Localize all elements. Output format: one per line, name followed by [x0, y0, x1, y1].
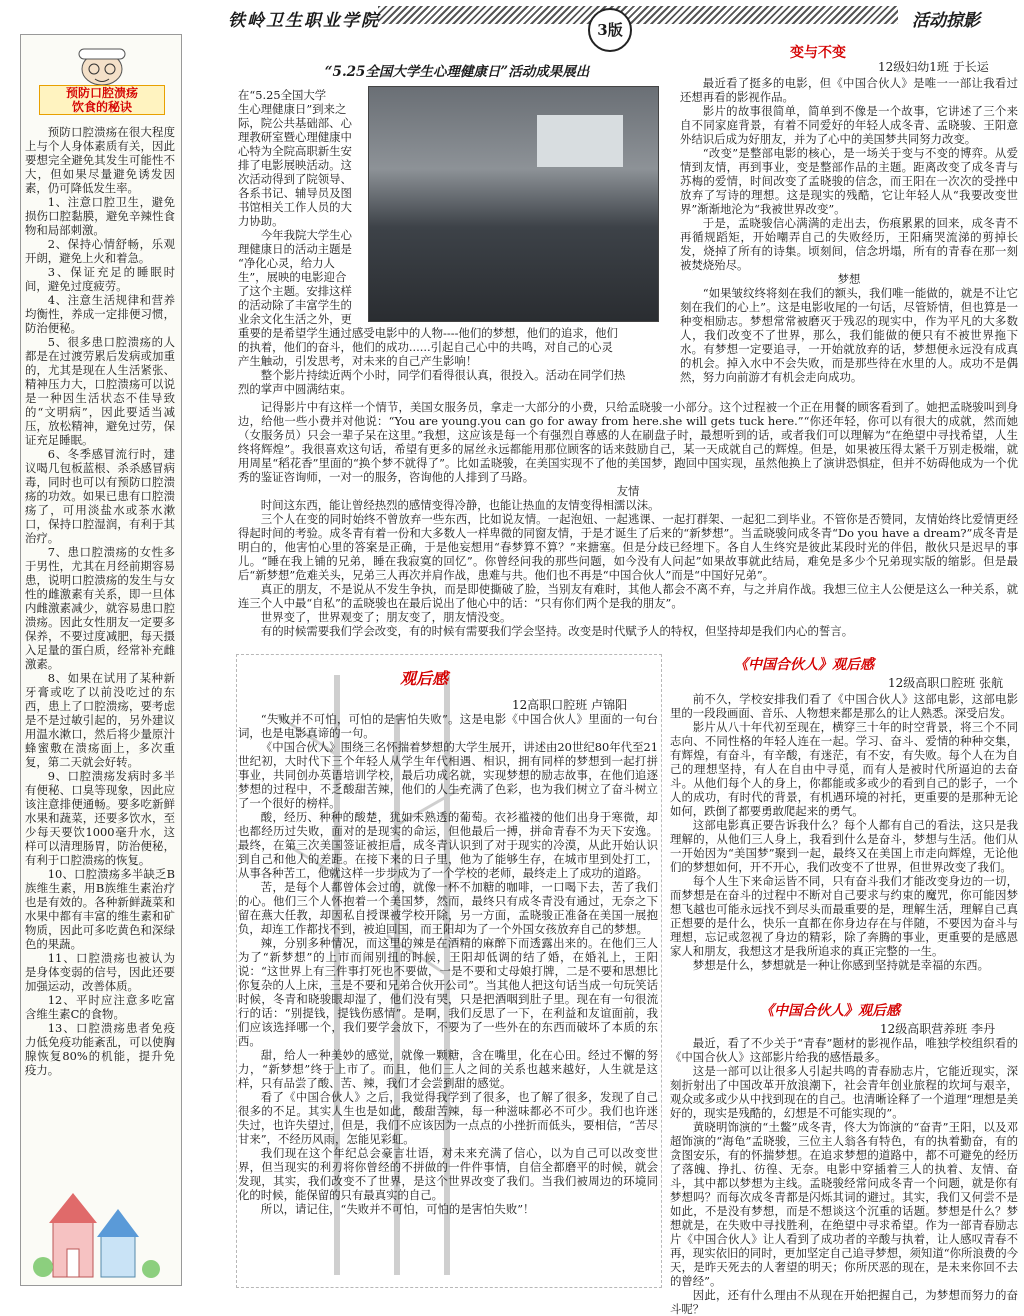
projection-screen	[537, 115, 624, 166]
sidebar-title-line2: 饮食的秘诀	[71, 100, 132, 114]
article-paragraph: 有的时候需要我们学会改变，有的时候有需要我们学会坚持。改变是时代赋予人的特权，但坚持却是我们内心的誓言。	[260, 624, 854, 638]
subheading-dream: 梦想	[837, 272, 861, 286]
report-line: 的执着，他们的奋斗，他们的成功......引起自己心中的共鸣，对自己的心灵	[238, 340, 613, 354]
article-paragraph: 我们现在这个年纪总会豪言壮语，对未来充满了信心，以为自己可以改变世界，但当现实的利刃将你曾经的不拼做的一件件事情，自信全都磨平的时候，就会发现，其实，我们改变不了世界，是这个世界改变了我们。当我们被周边的环境同化的时候，能保留的只有最真实的自己。	[238, 1146, 658, 1202]
report-full-text	[238, 326, 658, 396]
review-1-body	[238, 712, 658, 1216]
report-line: 重要的是希望学生通过感受电影中的人物----他们的梦想，他们的追求，他们	[238, 326, 618, 340]
report-line: 的活动除了丰富学生的	[238, 298, 352, 312]
review-3-title: 《中国合伙人》观后感	[760, 1003, 900, 1019]
review-1-title: 观后感	[400, 669, 449, 688]
report-line: 各系书记、辅导员及图	[238, 186, 352, 200]
report-line: 了这个主题。安排这样	[238, 284, 352, 298]
report-line: 在“5.25全国大学	[238, 88, 327, 102]
review-2-title: 《中国合伙人》观后感	[734, 657, 874, 673]
report-line: “净化心灵，给力人	[238, 256, 335, 270]
sidebar-paragraph: 预防口腔溃疡在很大程度上与个人身体素质有关，因此要想完全避免其发生可能性不大，但如果尽量避免诱发因素，仍可降低发生率。	[25, 125, 175, 195]
report-line: 理健康日的活动主题是	[238, 242, 352, 256]
report-line: 书馆相关工作人员的大	[238, 200, 352, 214]
report-line: 业余文化生活之外，更	[238, 312, 352, 326]
review-3-byline: 12级高职营养班 李丹	[880, 1022, 996, 1036]
report-wrap-text	[238, 88, 368, 326]
article-paragraph: 《中国合伙人》围绕三名怀揣着梦想的大学生展开，讲述由20世纪80年代至21世纪初，大时代下三个年轻人从学生年代相遇、相识，拥有同样的梦想到一起打拼事业，共同创办英语培训学校，最后功成名就，实现梦想的励志故事，在他们追逐梦想的过程中，不乏酸甜苦辣，他们的人生充满了色彩，也为我们树立了奋斗树立了一个很好的榜样。	[238, 740, 658, 810]
article-change-title: 变与不变	[790, 45, 846, 61]
report-line: 烈的掌声中圆满结束。	[238, 382, 352, 396]
article-paragraph: “改变”是整部电影的核心，是一场关于变与不变的博弈。从爱情到友情，再到事业，变是整部作品的主题。距离改变了成冬青与苏梅的爱情，时间改变了孟晓骏的信念，而王阳在一次次的受挫中放弃了写诗的理想。这是现实的残酷，它让年轻人从“我要改变世界”渐渐地沦为“我被世界改变”。	[680, 146, 1018, 216]
article-paragraph: 最近看了挺多的电影，但《中国合伙人》是唯一一部让我看过还想再看的影视作品。	[680, 76, 1018, 104]
review-2-body	[670, 692, 1018, 972]
report-line: 生心理健康日”到来之	[238, 102, 347, 116]
sidebar-paragraph: 9、口腔溃疡发病时多半有便秘、口臭等现象，因此应该注意排便通畅。要多吃新鲜水果和蔬菜，还要多饮水，至少每天要饮1000毫升水，这样可以清理肠胃，防治便秘，有利于口腔溃疡的恢复。	[25, 769, 175, 867]
article-paragraph: 每个人生下来命运皆不同，只有奋斗我们才能改变身边的一切，而梦想是在奋斗的过程中不断对自己要求与约束的魔咒，你可能因梦想飞越也可能永远找不到尽头而最重要的是，理解生活，理解自己真正想要的是什么，快乐一直都在你身边存在与伴随，不要因为奋斗与理想，忘记或忽视了身边的精彩，除了奔腾的事业，更重要的是感恩家人和朋友，我想这才是我所追求的真正完整的一生。	[670, 874, 1018, 958]
article-paragraph: 记得影片中有这样一个情节，美国女服务员，拿走一大部分的小费，只给孟晓骏一小部分。这个过程被一个正在用餐的顾客看到了。她把孟晓骏叫到身边，给他一些小费并对他说：“You are young.you can go for away from here.she will gets tuck here.”“你还年轻，你可以有很大的成就，然而她（女服务员）只会一辈子呆在这里。”我想，这应该是每一个有强烈自尊感的人在刷盘子时，最想听到的话，或者我们可以理解为“在绝望中寻找希望，人生终将辉煌”。我很喜欢这句话，希望有更多的屌丝永远都能用那位顾客的话来鼓励自己，某一天成就自己的辉煌。但是，如果被压得太紧千万别走极端，就用周星“稻花香”里面的“换个梦不就得了”。比如孟晓骏，在美国实现不了他的美国梦，跑回中国实现，虽然他换上了演讲恐惧症，但并不妨碍他成为一个优秀的鉴证咨询师，一对一的服务，咨询他的人排到了马路。	[238, 400, 1018, 484]
section-name: 活动掠影	[912, 11, 980, 31]
sidebar-health-tips	[20, 34, 182, 1286]
article-paragraph: 因此，还有什么理由不从现在开始把握自己，为梦想而努力的奋斗呢？	[670, 1288, 1018, 1316]
sidebar-paragraph: 2、保持心情舒畅，乐观开朗，避免上火和着急。	[25, 237, 175, 265]
article-paragraph: 这是一部可以让很多人引起共鸣的青春励志片，它能近现实，深刻折射出了中国改革开放浪潮下，社会青年创业旅程的坎坷与艰辛，观众或多或少从中找到现在的自己。也清晰诠释了一个道理“理想是美好的，现实是残酷的，幻想是不可能实现的”。	[670, 1064, 1018, 1120]
doctor-cartoon-icon	[57, 43, 147, 87]
article-paragraph: “如果皱纹终将刻在我们的额头，我们唯一能做的，就是不让它刻在我们的心上”。这是电影收尾的一句话，尽管矫情，但也算是一种变相励志。梦想常常被磨灭于残忍的现实中，作为平凡的大多数人，我们改变不了世界，那么，我们能做的便只有不被世界拖下水。有梦想一定要追寻，一开始就放弃的话，梦想便永远没有成真的机会。掉入水中不会失败，而是那些待在水里的人。成功不是偶然，努力向前游才有机会走向成功。	[680, 286, 1018, 384]
report-line: 理教研室暨心理健康中	[238, 130, 352, 144]
article-paragraph: 甜，给人一种美妙的感觉，就像一颗糖，含在嘴里，化在心田。经过不懈的努力，“新梦想”终于上市了。而且，他们三人之间的关系也越来越好，人生就是这样，只有品尝了酸、苦、辣，我们才会尝到甜的感觉。	[238, 1048, 658, 1090]
castle-cartoon-icon	[23, 1185, 173, 1281]
article-paragraph: 看了《中国合伙人》之后，我觉得我学到了很多，也了解了很多，发现了自己很多的不足。其实人生也是如此，酸甜苦辣，每一种滋味都必不可少。我们也许迷失过，也许失望过，但是，我们不应该因为一点点的小挫折而低头，要相信，“苦尽甘来”，不经历风雨，怎能见彩虹。	[238, 1090, 658, 1146]
sidebar-title	[39, 85, 165, 115]
sidebar-paragraph: 5、很多患口腔溃疡的人都是在过渡劳累后发病或加重的，尤其是现在人生活紧张、精神压力大，口腔溃疡可以说是一种因生活状态不佳导致的“文明病”，因此要适当减压，放松精神，避免过劳，保证充足睡眠。	[25, 335, 175, 447]
sidebar-paragraph: 10、口腔溃疡多半缺乏B族维生素，用B族维生素治疗也是有效的。各种新鲜蔬菜和水果中都有丰富的维生素和矿物质，因此可多吃黄色和深绿色的果蔬。	[25, 867, 175, 951]
article-paragraph: 于是，孟晓骏信心满满的走出去，伤痕累累的回来，成冬青不再循规蹈矩，开始嘲弄自己的失败经历，王阳痛哭流涕的剪掉长发，烧掉了所有的诗集。顷刻间，信念坍塌，所有的青春在那一刻被焚烧殆尽。	[680, 216, 1018, 272]
sidebar-paragraph: 11、口腔溃疡也被认为是身体变弱的信号，因此还要加强运动，改善体质。	[25, 951, 175, 993]
article-paragraph: 前不久，学校安排我们看了《中国合伙人》这部电影，这部电影里的一段段画面、音乐、人物想来都是那么的让人熟悉。深受启发。	[670, 692, 1018, 720]
article-paragraph: 三个人在变的同时始终不曾放弃一些东西，比如说友情。一起泡妞、一起逃课、一起打群架、一起犯二到毕业。不管你是否赞同，友情始终比爱情更经得起时间的考验。成冬青有着一份和大多数人一样卑微的同窗友情，于是才诞生了后来的“新梦想”。当孟晓骏问成冬青“Do you have a dream?”成冬青是明白的，他害怕心里的答案是正确，于是他妄想用“春梦算不算？”来搪塞。但是分歧已经埋下。各自人生终究是彼此某段时光的伴侣，散伙只是迟早的事儿。“睡在我上铺的兄弟，睡在我寂寞的回忆”。你曾经问我的那些问题，如今没有人问起”如果故事就此结局，难免是多少个兄弟现实版的缩影。但是最后“新梦想”危难关头，兄弟三人再次并肩作战，患难与共。他们也不再是“中国合伙人”而是“中国好兄弟”。	[238, 512, 1018, 582]
article-change-byline: 12级妇幼1班 于长运	[878, 60, 989, 74]
decorative-stripe	[378, 6, 898, 24]
article-change-continued	[238, 400, 1018, 638]
report-line: 次活动得到了院领导、	[238, 172, 352, 186]
lecture-hall-photo	[368, 86, 659, 322]
subheading-friendship: 友情	[616, 484, 640, 498]
sidebar-paragraph: 1、注意口腔卫生，避免损伤口腔黏膜，避免辛辣性食物和局部刺激。	[25, 195, 175, 237]
sidebar-paragraph: 4、注意生活规律和营养均衡性，养成一定排便习惯，防治便秘。	[25, 293, 175, 335]
school-name: 铁岭卫生职业学院	[228, 11, 380, 31]
report-line: 产生触动，引发思考，对未来的自己产生影响！	[238, 354, 478, 368]
article-paragraph: 最近，看了不少关于“青春”题材的影视作品，唯独学校组织看的《中国合伙人》这部影片给我的感悟最多。	[670, 1036, 1018, 1064]
review-3-body	[670, 1036, 1018, 1316]
article-change-body	[680, 76, 1018, 384]
sidebar-title-line1: 预防口腔溃疡	[65, 86, 138, 100]
sidebar-paragraph: 3、保证充足的睡眠时间，避免过度疲劳。	[25, 265, 175, 293]
report-line: 整个影片持续近两个小时，同学们看得很认真，很投入。活动在同学们热	[238, 368, 626, 382]
article-paragraph: 真正的朋友，不是说从不发生争执，而是即使撕破了脸，当别友有难时，其他人都会不离不弃，与之并肩作战。我想三位主人公便是这么一种关系，就连三个人中最“自私”的孟晓骏也在最后说出了他心中的话：“只有你们两个是我的朋友”。	[238, 582, 1018, 610]
article-paragraph: “失败并不可怕，可怕的是害怕失败”。这是电影《中国合伙人》里面的一句台词，也是电影真谛的一句。	[238, 712, 658, 740]
article-paragraph: 世界变了，世界观变了；朋友变了，朋友情没变。	[260, 610, 512, 624]
review-1-byline: 12高职口腔班 卢锦阳	[512, 698, 628, 712]
article-paragraph: 所以，请记住，“失败并不可怕，可怕的是害怕失败”！	[260, 1202, 535, 1216]
report-headline: “5.25全国大学生心理健康日”活动成果展出	[324, 64, 590, 80]
sidebar-paragraph: 6、冬季感冒流行时，建议喝几包板蓝根、杀杀感冒病毒，同时也可以有预防口腔溃疡的功效。如果已患有口腔溃疡了，可用淡盐水或茶水漱口，保持口腔湿润，有利于其治疗。	[25, 447, 175, 545]
article-paragraph: 黄晓明饰演的“土鳖”成冬青，佟大为饰演的“奋青”王阳，以及邓超饰演的“海龟”孟晓骏，三位主人翁各有特色，有的执着勤奋，有的贪图安乐，有的怀揣梦想。在追求梦想的道路中，都不可避免的经历了落魄、挣扎、彷徨、无奈。电影中穿插着三人的执着、友情、奋斗，其中都以梦想为主线。孟晓骏经常问成冬青一个问题，就是你有梦想吗？而每次成冬青都是闪烁其词的避过。其实，我们又何尝不是如此，不是没有梦想，而是不想谈这个沉重的话题。梦想是什么？梦想就是，在失败中寻找胜利，在绝望中寻求希望。作为一部青春励志片《中国合伙人》让人看到了成功者的辛酸与执着，让人感叹青春不再，现实依旧的同时，更加坚定自己追寻梦想，须知道“你所浪费的今天，是昨天死去的人奢望的明天；你所厌恶的现在，是未来你回不去的曾经”。	[670, 1120, 1018, 1288]
sidebar-paragraph: 8、如果在试用了某种新牙膏或吃了以前没吃过的东西，患上了口腔溃疡，要考虑是不是过敏引起的，另外建议用温水漱口，然后将少量原汁蜂蜜敷在溃疡面上，多次重复，第二天就会好转。	[25, 671, 175, 769]
article-paragraph: 酸，经历、种种的酸楚，犹如未熟透的葡萄。衣衫褴褛的他们出身于寒微，却也都经历过失败，面对的是现实的命运，但他最后一搏，拼命青春不为天下安逸。最终，在第三次美国签证被拒后，成冬青认识到了对于现实的冷漠，从此开始认识到自己和他人的差距。在接下来的日子里，他为了能够生存，在城市里到处打工，从事各种苦工，他就这样一步步成为了一个学校的老师，最终走上了成功的道路。	[238, 810, 658, 880]
sidebar-paragraph: 7、患口腔溃疡的女性多于男性，尤其在月经前期容易患，说明口腔溃疡的发生与女性的雌激素有关系，即一旦体内雌激素减少，就容易患口腔溃疡。因此女性朋友一定要多保养，不要过度减肥，每天摄入足量的蛋白质，经常补充雌激素。	[25, 545, 175, 671]
report-line: 际，院公共基础部、心	[238, 116, 352, 130]
report-line: 今年我院大学生心	[238, 228, 352, 242]
report-line: 生”，展映的电影迎合	[238, 270, 347, 284]
sidebar-text	[25, 125, 175, 1077]
article-paragraph: 影片的故事很简单，简单到不像是一个故事，它讲述了三个来自不同家庭背景，有着不同爱好的年轻人成冬青、孟晓骏、王阳意外结识后成为好朋友，并为了心中的美国梦共同努力改变。	[680, 104, 1018, 146]
page-number-badge: 3版	[588, 8, 632, 52]
article-paragraph: 苦，是每个人都曾体会过的，就像一杯不加糖的咖啡，一口喝下去，苦了我们的心。他们三个人怀抱着一个美国梦，然而，最终只有成冬青没有通过，无奈之下留在燕大任教，却因私自授课被学校开除，另一方面，孟晓骏正准备在美国一展抱负，却连工作都找不到，被迫回国，而王阳却为了一个外国女孩放弃自己的梦想。	[238, 880, 658, 936]
sidebar-paragraph: 13、口腔溃疡患者免疫力低免疫功能紊乱，可以使胸腺恢复80%的机能，提升免疫力。	[25, 1021, 175, 1077]
article-paragraph: 梦想是什么，梦想就是一种让你感到坚持就是幸福的东西。	[692, 958, 989, 972]
sidebar-paragraph: 12、平时应注意多吃富含维生素C的食物。	[25, 993, 175, 1021]
article-paragraph: 这部电影真正要告诉我什么？每个人都有自己的看法，这只是我理解的，从他们三人身上，我看到什么是奋斗，梦想与生活。他们从一开始因为“美国梦”聚到一起，最终又在美国上市走向辉煌，无论他们的梦想如何，开不开心，我们改变不了世界，但世界改变了我们。	[670, 818, 1018, 874]
report-line: 排了电影展映活动。这	[238, 158, 352, 172]
review-2-byline: 12级高职口腔班 张航	[888, 676, 1004, 690]
report-line: 力协助。	[238, 214, 284, 228]
report-line: 心特为全院高职新生安	[238, 144, 352, 158]
article-paragraph: 影片从八十年代初至现在，横穿三十年的时空背景，将三个不同志向、不同性格的年轻人连在一起。学习、奋斗、爱情的种种交集，有辉煌，有奋斗，有辛酸，有迷茫，有不安，有失败。每个人在为自己的理想坚持，有人在自由中寻觅，而有人是被时代所逼迫的去奋斗。从他们每个人的身上，你都能或多或少的看到自己的影子，一个人的成功，有时代的背景，有机遇环境的衬托，更重要的是那种无论如何，跌倒了都要勇敢爬起来的勇气。	[670, 720, 1018, 818]
article-paragraph: 时间这东西，能让曾经热烈的感情变得冷静，也能让热血的友情变得相濡以沫。	[260, 498, 660, 512]
article-paragraph: 辣，分别多种情况，而这里的辣是在酒精的麻醉下而透露出来的。在他们三人为了“新梦想”的上市而闹别扭的时候，王阳却低调的结了婚，在婚礼上，王阳说：“这世界上有三件事打死也不要做，一是不要和丈母娘打牌，二是不要和思想比你复杂的人上床，三是不要和兄弟合伙开公司”。当其他人把这句话当成一句玩笑话时候，冬青和晓骏眼却湿了，他们没有哭，只是把酒咽到肚子里。现在有一句很流行的话：“别提钱，提钱伤感情”。是啊，我们反思了一下，在利益和友谊面前，我们应该选择哪一个，我们要学会放下，不要为了一些外在的东西而破坏了本质的东西。	[238, 936, 658, 1048]
